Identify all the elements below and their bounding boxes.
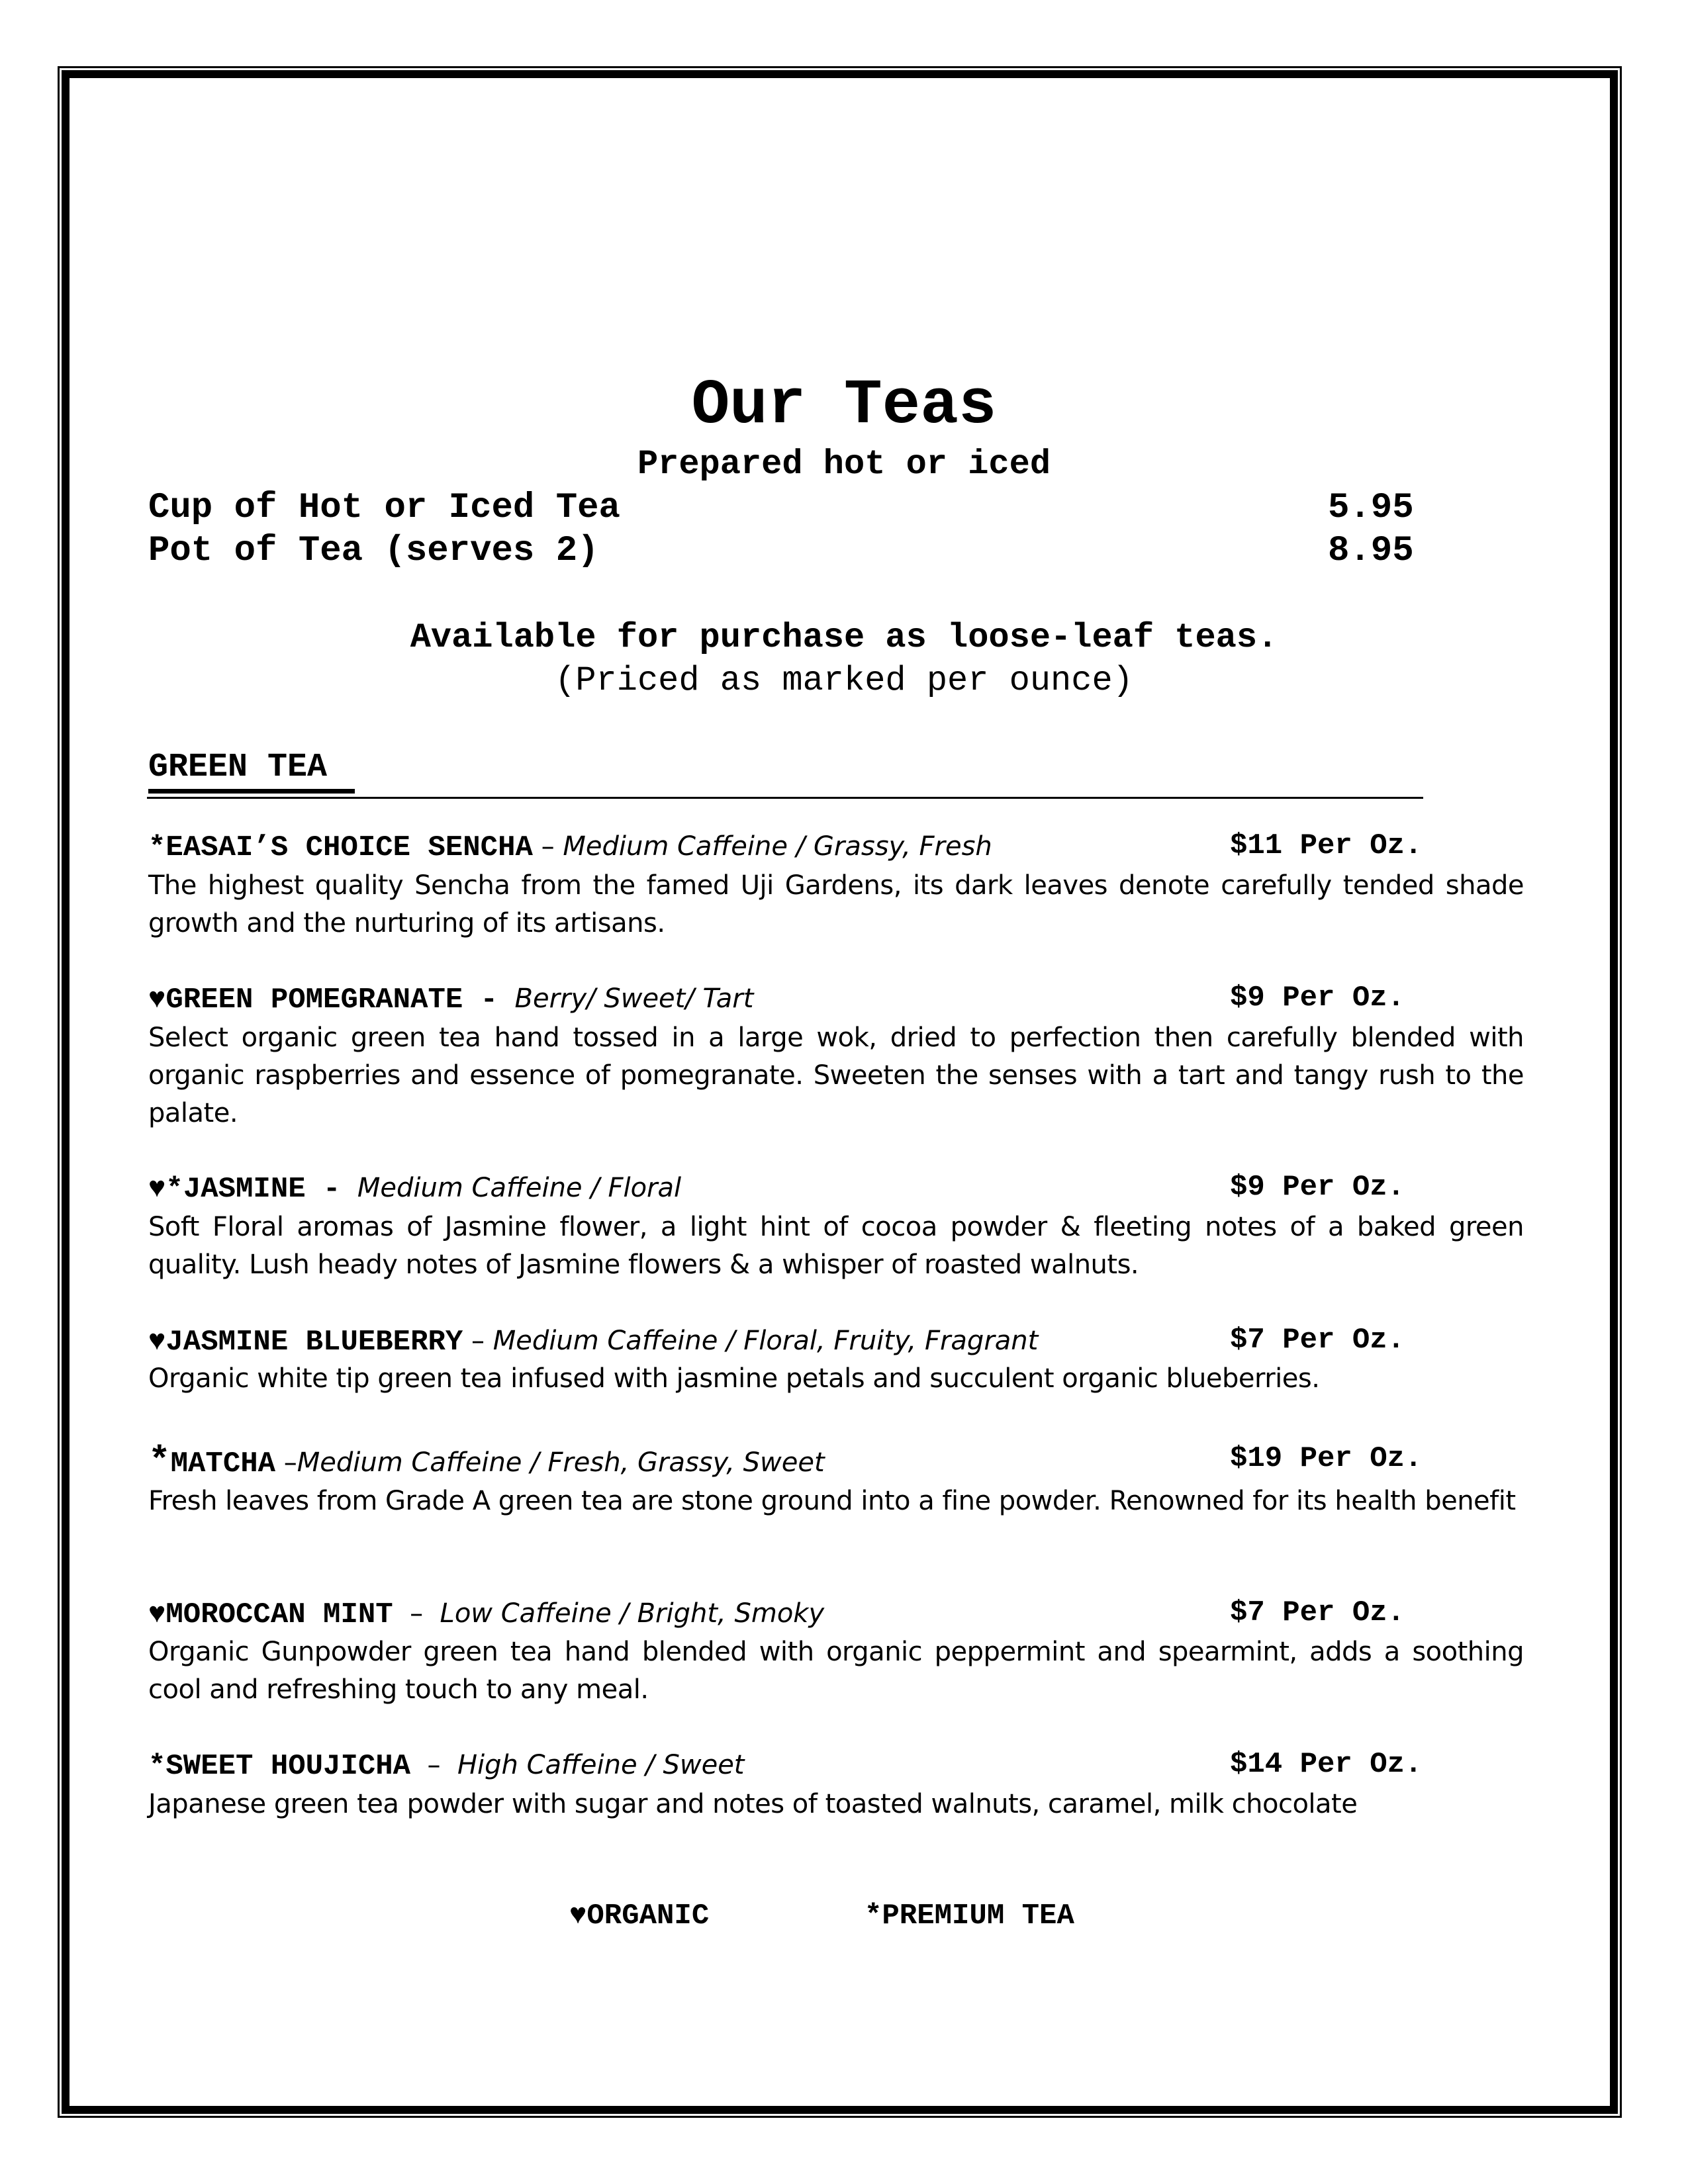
tea-heading (148, 1173, 681, 1204)
tea-heading (148, 1598, 824, 1629)
service-pot-price: 8.95 (1328, 531, 1414, 571)
tea-separator (340, 1173, 357, 1203)
section-divider (147, 797, 1423, 799)
tea-price: $19 Per Oz. (1230, 1442, 1423, 1475)
section-title-green-tea: GREEN TEA (148, 749, 328, 786)
premium-star-icon: * (148, 1750, 166, 1783)
section-title-underline (148, 789, 355, 794)
service-cup-label: Cup of Hot or Iced Tea (148, 488, 620, 528)
tea-separator: – (275, 1447, 297, 1478)
tea-notes: Medium Caffeine / Floral (357, 1173, 682, 1203)
service-cup-price: 5.95 (1328, 488, 1414, 528)
tea-heading (148, 1750, 745, 1781)
page-title: Our Teas (691, 369, 997, 441)
tea-price: $14 Per Oz. (1230, 1748, 1423, 1781)
tea-name: EASAI’S CHOICE SENCHA (165, 831, 533, 864)
tea-heading (148, 831, 992, 862)
tea-description: Organic white tip green tea infused with jasmine petals and succulent organic blueberries. (148, 1363, 1320, 1394)
tea-separator: – (463, 1326, 493, 1356)
tea-separator (498, 983, 514, 1014)
tea-price: $7 Per Oz. (1230, 1596, 1405, 1629)
organic-heart-icon: ♥ (148, 1326, 166, 1359)
tea-description: Fresh leaves from Grade A green tea are stone ground into a fine powder. Renowned for its health benefit (148, 1486, 1516, 1516)
page-subtitle: Prepared hot or iced (637, 445, 1051, 484)
service-pot-label: Pot of Tea (serves 2) (148, 531, 599, 571)
tea-heading (148, 983, 753, 1015)
tea-description: Soft Floral aromas of Jasmine flower, a light hint of cocoa powder & fleeting notes of a baked green quality. Lush heady notes of Jasmine flowers & a whisper of roasted walnuts. (148, 1212, 1524, 1280)
organic-premium-icon: ♥* (148, 1173, 183, 1206)
tea-price: $9 Per Oz. (1230, 981, 1405, 1015)
tea-notes: Medium Caffeine / Fresh, Grassy, Sweet (297, 1447, 825, 1478)
tea-heading (148, 1440, 825, 1482)
tea-price: $11 Per Oz. (1230, 829, 1423, 862)
legend-organic: ♥ORGANIC (569, 1899, 710, 1933)
tea-description: The highest quality Sencha from the famed Uji Gardens, its dark leaves denote carefully tended shade growth and the nurturing of its artisans. (148, 870, 1524, 938)
tea-separator: – (393, 1598, 440, 1629)
tea-price: $7 Per Oz. (1230, 1324, 1405, 1357)
tea-notes: Medium Caffeine / Grassy, Fresh (563, 831, 992, 862)
tea-name: JASMINE - (183, 1173, 341, 1206)
tea-marks: * (148, 831, 166, 864)
premium-star-icon: * (148, 1440, 171, 1482)
tea-heading (148, 1326, 1038, 1357)
pricing-note: (Priced as marked per ounce) (555, 661, 1133, 700)
loose-leaf-notice: Available for purchase as loose-leaf teas. (410, 618, 1278, 657)
tea-name: MOROCCAN MINT (165, 1598, 393, 1631)
tea-name: MATCHA (170, 1447, 276, 1480)
tea-price: $9 Per Oz. (1230, 1171, 1405, 1204)
tea-notes: Berry/ Sweet/ Tart (514, 983, 754, 1014)
tea-description: Organic Gunpowder green tea hand blended with organic peppermint and spearmint, adds a soothing cool and refreshing touch to any meal. (148, 1637, 1524, 1705)
tea-description: Select organic green tea hand tossed in a large wok, dried to perfection then carefully blended with organic raspberries and essence of pomegranate. Sweeten the senses with a tart and tangy rush to the palate. (148, 1023, 1524, 1128)
tea-name: JASMINE BLUEBERRY (165, 1326, 463, 1359)
legend-premium: *PREMIUM TEA (865, 1899, 1074, 1933)
organic-heart-icon: ♥ (148, 983, 166, 1017)
tea-notes: Medium Caffeine / Floral, Fruity, Fragrant (492, 1326, 1039, 1356)
organic-heart-icon: ♥ (148, 1598, 166, 1631)
tea-name: SWEET HOUJICHA (165, 1750, 411, 1783)
tea-name: GREEN POMEGRANATE - (165, 983, 498, 1017)
tea-separator: – (532, 831, 563, 862)
tea-notes: High Caffeine / Sweet (457, 1750, 745, 1780)
tea-notes: Low Caffeine / Bright, Smoky (440, 1598, 825, 1629)
tea-separator: – (410, 1750, 457, 1780)
tea-description: Japanese green tea powder with sugar and notes of toasted walnuts, caramel, milk chocolate (148, 1789, 1358, 1819)
